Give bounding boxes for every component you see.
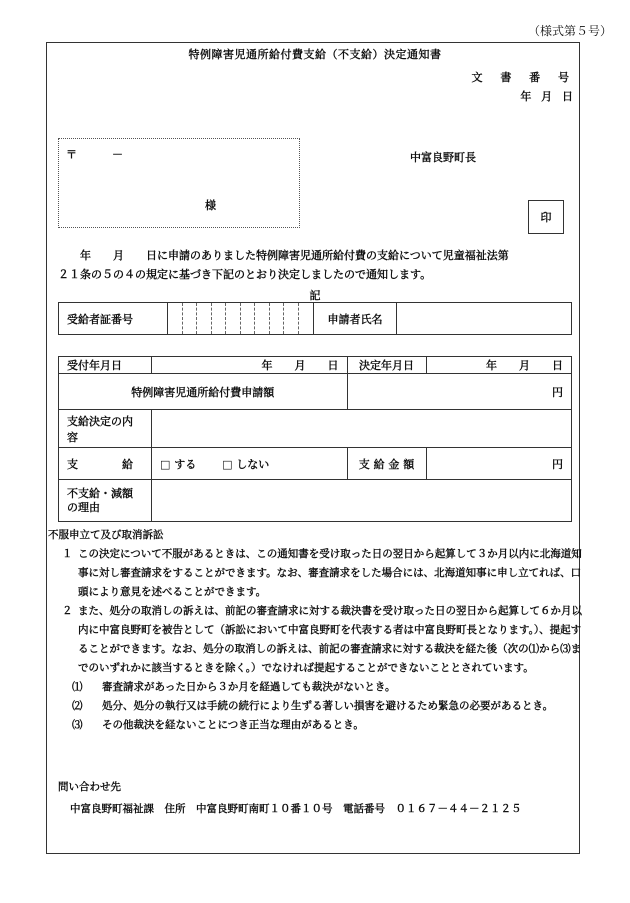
appeal-sub-3-num: ⑶ — [72, 719, 83, 731]
reason-label-line-2: の理由 — [67, 500, 100, 514]
digit-cell — [299, 303, 314, 334]
contact-line: 中富良野町福祉課 住所 中富良野町南町１０番１０号 電話番号 ０１６７－４４－２１２５ — [70, 803, 522, 815]
cert-number-cells[interactable] — [168, 303, 314, 335]
appeal-sub-3 — [58, 716, 583, 735]
appeal-sub-2-num: ⑵ — [72, 700, 83, 712]
appeal-item-1-text: この決定について不服があるときは、この通知書を受け取った日の翌日から起算して３か月以内に北海道知事に対し審査請求をすることができます。なお、審査請求をした場合には、北海道知事に申し立てれば、口頭により意見を述べることができます。 — [78, 548, 582, 598]
reason-label-line-1: 不支給・減額 — [67, 486, 133, 500]
intro-line-1: 年 月 日に申請のありました特例障害児通所給付費の支給について児童福祉法第 — [58, 249, 509, 262]
appeal-notice — [48, 526, 583, 735]
appeal-sub-1-num: ⑴ — [72, 681, 83, 693]
appeal-heading: 不服申立て及び取消訴訟 — [48, 529, 164, 541]
decided-date-label: 決定年月日 — [347, 357, 426, 374]
digit-cell — [168, 303, 183, 334]
option-do-checkbox[interactable]: □ する — [160, 457, 197, 471]
digit-cell — [284, 303, 299, 334]
digit-cell — [212, 303, 227, 334]
pay-amount-value[interactable]: 円 — [426, 448, 572, 480]
issuer-name: 中富良野町長 — [410, 151, 476, 164]
reason-value[interactable] — [152, 480, 572, 522]
intro-line-2: ２１条の５の４の規定に基づき下記のとおり決定しましたので通知します。 — [58, 268, 432, 281]
payment-options — [152, 448, 348, 480]
requested-amount-label: 特例障害児通所給付費申請額 — [59, 374, 348, 410]
honorific: 様 — [205, 199, 216, 212]
decision-content-label: 支給決定の内容 — [59, 410, 152, 448]
doc-number-label: 文 書 番 号 — [471, 71, 576, 84]
digit-cell — [241, 303, 256, 334]
requested-amount-value[interactable]: 円 — [347, 374, 572, 410]
appeal-sub-2-text: 処分、処分の執行又は手続の続行により生ずる著しい損害を避けるため緊急の必要があるとき。 — [102, 700, 554, 712]
appeal-sub-2 — [58, 697, 583, 716]
appeal-item-1-num: １ — [62, 548, 73, 560]
appeal-sub-3-text: その他裁決を経ないことにつき正当な理由があるとき。 — [102, 719, 364, 731]
cert-number-label: 受給者証番号 — [59, 303, 168, 335]
appeal-sub-1-text: 審査請求があった日から３か月を経過しても裁決がないとき。 — [102, 681, 396, 693]
decision-table — [58, 356, 572, 522]
appeal-item-2 — [58, 602, 583, 678]
applicant-name-value[interactable] — [397, 303, 572, 335]
appeal-item-2-text: また、処分の取消しの訴えは、前記の審査請求に対する裁決書を受け取った日の翌日から起算して６か月以内に中富良野町を被告として（訴訟において中富良野町を代表する者は中富良野町長となります。）、提起することができます。なお、処分の取消しの訴えは、前記の審査請求に対する裁決を経た後（次の⑴から⑶までのいずれかに該当するときを除く。）でなければ提起することができないこととされています。 — [78, 605, 582, 674]
postal-dash: － — [112, 148, 123, 161]
digit-cell — [183, 303, 198, 334]
document-title: 特例障害児通所給付費支給（不支給）決定通知書 — [188, 48, 442, 61]
received-date-value[interactable]: 年 月 日 — [152, 357, 348, 374]
seal-box — [528, 200, 564, 234]
digit-cell — [255, 303, 270, 334]
appeal-item-2-num: ２ — [62, 605, 73, 617]
decision-content-value[interactable] — [152, 410, 572, 448]
postal-mark: 〒 — [66, 148, 77, 161]
received-date-label: 受付年月日 — [59, 357, 152, 374]
cert-digit-boxes — [168, 303, 313, 334]
digit-cell — [197, 303, 212, 334]
option-dont-checkbox[interactable]: □ しない — [222, 457, 270, 471]
pay-amount-label: 支 給 金 額 — [347, 448, 426, 480]
digit-cell — [270, 303, 285, 334]
payment-label: 支 給 — [59, 448, 152, 480]
ki-label: 記 — [309, 289, 321, 302]
decided-date-value[interactable]: 年 月 日 — [426, 357, 572, 374]
recipient-table — [58, 302, 572, 335]
doc-date-label: 年 月 日 — [520, 90, 576, 103]
address-box — [58, 138, 300, 228]
seal-label: 印 — [540, 211, 552, 224]
appeal-item-1 — [58, 545, 583, 602]
appeal-sub-1 — [58, 678, 583, 697]
applicant-name-label: 申請者氏名 — [314, 303, 397, 335]
reason-label — [59, 480, 152, 522]
contact-heading: 問い合わせ先 — [58, 781, 121, 793]
form-id: （様式第５号） — [527, 24, 612, 38]
digit-cell — [226, 303, 241, 334]
